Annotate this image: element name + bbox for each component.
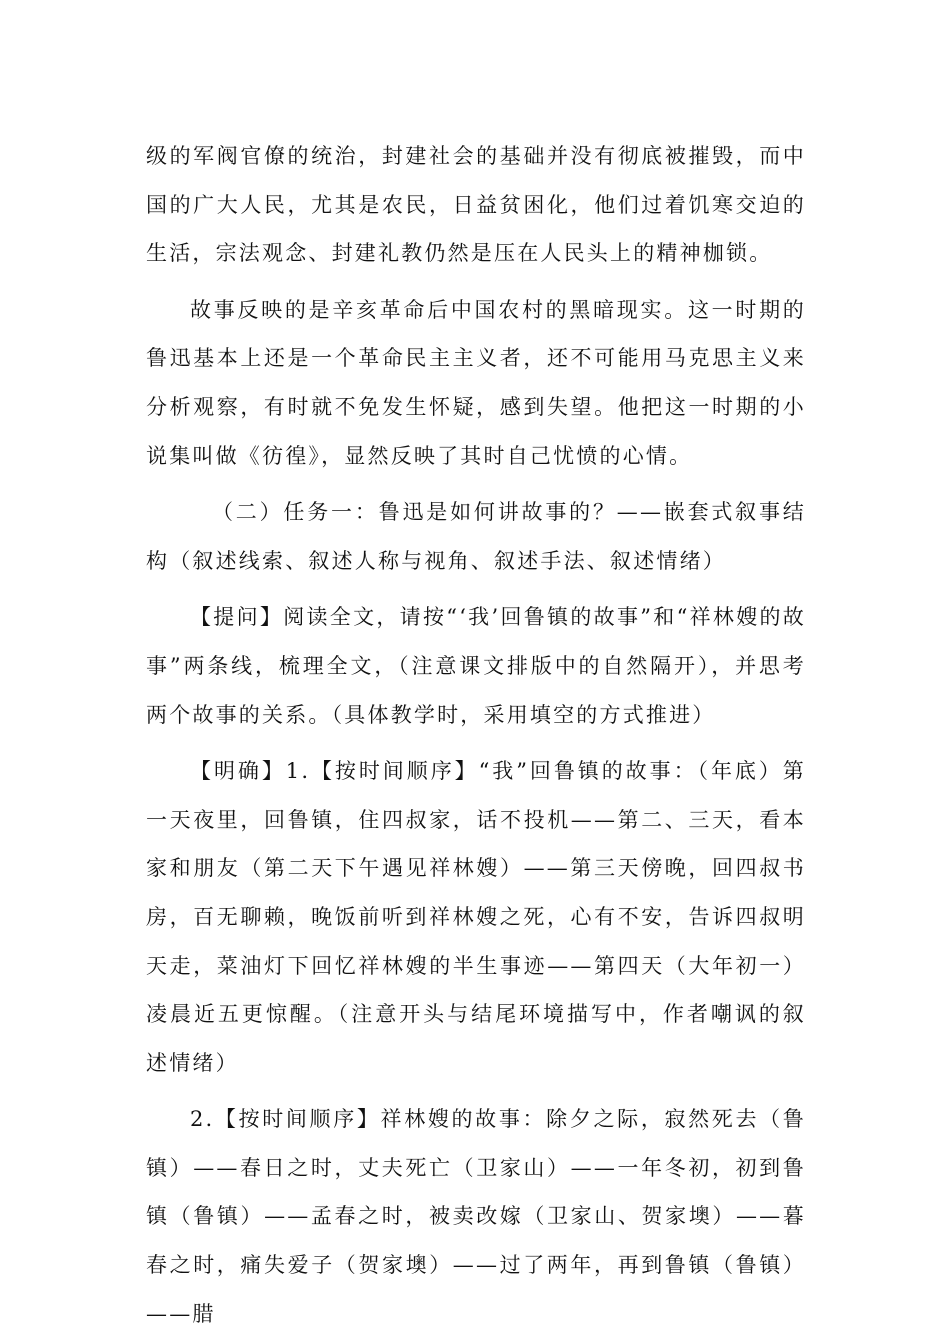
paragraph-task-one-heading: （二）任务一：鲁迅是如何讲故事的？——嵌套式叙事结构（叙述线索、叙述人称与视角、叙述手法、叙述情绪） [146, 500, 806, 573]
paragraph-answer-xianglinsao-story: 2.【按时间顺序】祥林嫂的故事：除夕之际，寂然死去（鲁镇）——春日之时，丈夫死亡（卫家山）——一年冬初，初到鲁镇（鲁镇）——孟春之时，被卖改嫁（卫家山、贺家墺）——暮春之时，痛失爱子（贺家墺）——过了两年，再到鲁镇（鲁镇）——腊 [146, 1107, 806, 1326]
paragraph-answer-narrator-story: 【明确】1.【按时间顺序】“我”回鲁镇的故事：（年底）第一天夜里，回鲁镇，住四叔家，话不投机——第二、三天，看本家和朋友（第二天下午遇见祥林嫂）——第三天傍晚，回四叔书房，百无聊赖，晚饭前听到祥林嫂之死，心有不安，告诉四叔明天走，菜油灯下回忆祥林嫂的半生事迹——第四天（大年初一）凌晨近五更惊醒。（注意开头与结尾环境描写中，作者嘲讽的叙述情绪） [146, 759, 806, 1075]
paragraph-background-continued: 级的军阀官僚的统治，封建社会的基础并没有彻底被摧毁，而中国的广大人民，尤其是农民，日益贫困化，他们过着饥寒交迫的生活，宗法观念、封建礼教仍然是压在人民头上的精神枷锁。 [146, 144, 806, 266]
paragraph-story-reflection: 故事反映的是辛亥革命后中国农村的黑暗现实。这一时期的鲁迅基本上还是一个革命民主主义者，还不可能用马克思主义来分析观察，有时就不免发生怀疑，感到失望。他把这一时期的小说集叫做《彷徨》，显然反映了其时自己忧愤的心情。 [146, 297, 806, 468]
document-body [146, 132, 806, 1338]
paragraph-question: 【提问】阅读全文，请按“‘我’回鲁镇的故事”和“祥林嫂的故事”两条线，梳理全文，（注意课文排版中的自然隔开），并思考两个故事的关系。（具体教学时，采用填空的方式推进） [146, 605, 806, 727]
